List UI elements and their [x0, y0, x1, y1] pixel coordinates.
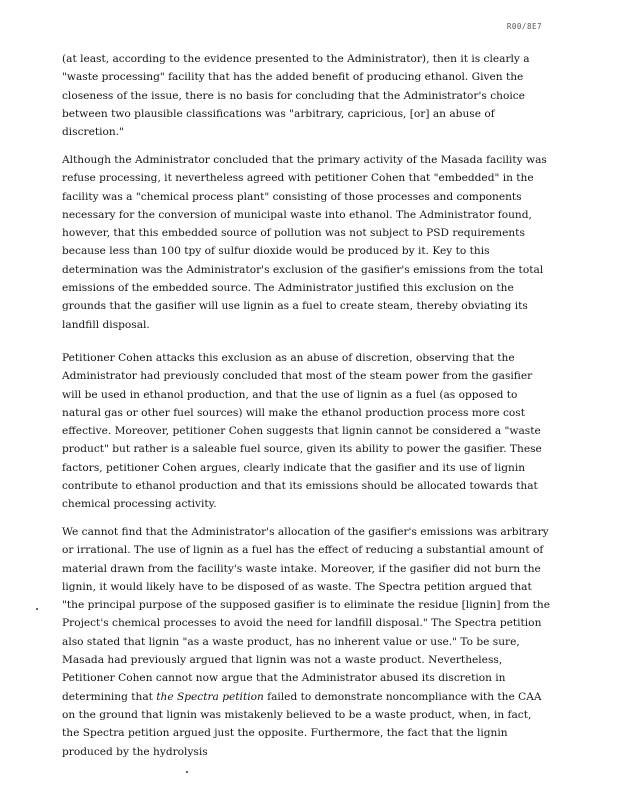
paragraph-cohen-argument: Petitioner Cohen attacks this exclusion as an abuse of discretion, observing that the Administrator had previously concluded that most of the steam power from the gasifier will be used in ethanol production, and that the use of lignin as a fuel (as opposed to natural gas or other fuel sources) will make the ethanol production process more cost effective. Moreover, petitioner Cohen suggests that lignin cannot be considered a "waste product" but rather is a saleable fuel source, given its ability to power the gasifier. These factors, petitioner Cohen argues, clearly indicate that the gasifier and its use of lignin contribute to ethanol production and that its emissions should be allocated towards that chemical processing activity. — [62, 352, 542, 511]
scan-speck — [36, 608, 38, 610]
paragraph-administrator-conclusion: Although the Administrator concluded that the primary activity of the Masada facility was refuse processing, it nevertheless agreed with petitioner Cohen that "embedded" in the facility was a "chemical process plant" consisting of those processes and components necessary for the conversion of municipal waste into ethanol. The Administrator found, however, that this embedded source of pollution was not subject to PSD requirements because less than 100 tpy of sulfur dioxide would be produced by it. Key to this determination was the Administrator's exclusion of the gasifier's emissions from the total emissions of the embedded source. The Administrator justified this exclusion on the grounds that the gasifier will use lignin as a fuel to create steam, thereby obviating its landfill disposal. — [62, 154, 547, 331]
scan-speck — [186, 771, 188, 773]
italic-case-reference: the Spectra petition — [156, 690, 264, 703]
page-identifier: R00/8E7 — [506, 22, 542, 31]
paragraph-text-segment: We cannot find that the Administrator's allocation of the gasifier's emissions was arbitrary or irrational. The use of lignin as a fuel has the effect of reducing a substantial amount of material drawn from the facility's waste intake. Moreover, if the gasifier did not burn the lignin, it would likely have to be disposed of as waste. The Spectra petition argued that "the principal purpose of the supposed gasifier is to eliminate the residue [lignin] from the Project's chemical processes to avoid the need for landfill disposal." The Spectra petition also stated that lignin "as a waste product, has no inherent value or use." To be sure, Masada had previously argued that lignin was not a waste product. Nevertheless, Petitioner Cohen cannot now argue that the Administrator abused its discretion in determining that — [62, 526, 551, 703]
paragraph-text-segment: failed to demonstrate noncompliance with the CAA on the ground that lignin was mistakenly believed to be a waste product, when, in fact, the Spectra petition argued just the opposite. Furthermore, the fact that the lignin produced by the hydrolysis — [62, 690, 542, 758]
paragraph-continuation: (at least, according to the evidence presented to the Administrator), then it is clearly a "waste processing" facility that has the added benefit of producing ethanol. Given the closeness of the issue, there is no basis for concluding that the Administrator's choice between two plausible classifications was "arbitrary, capricious, [or] an abuse of discretion." — [62, 53, 530, 139]
paragraph-court-finding — [62, 523, 552, 761]
